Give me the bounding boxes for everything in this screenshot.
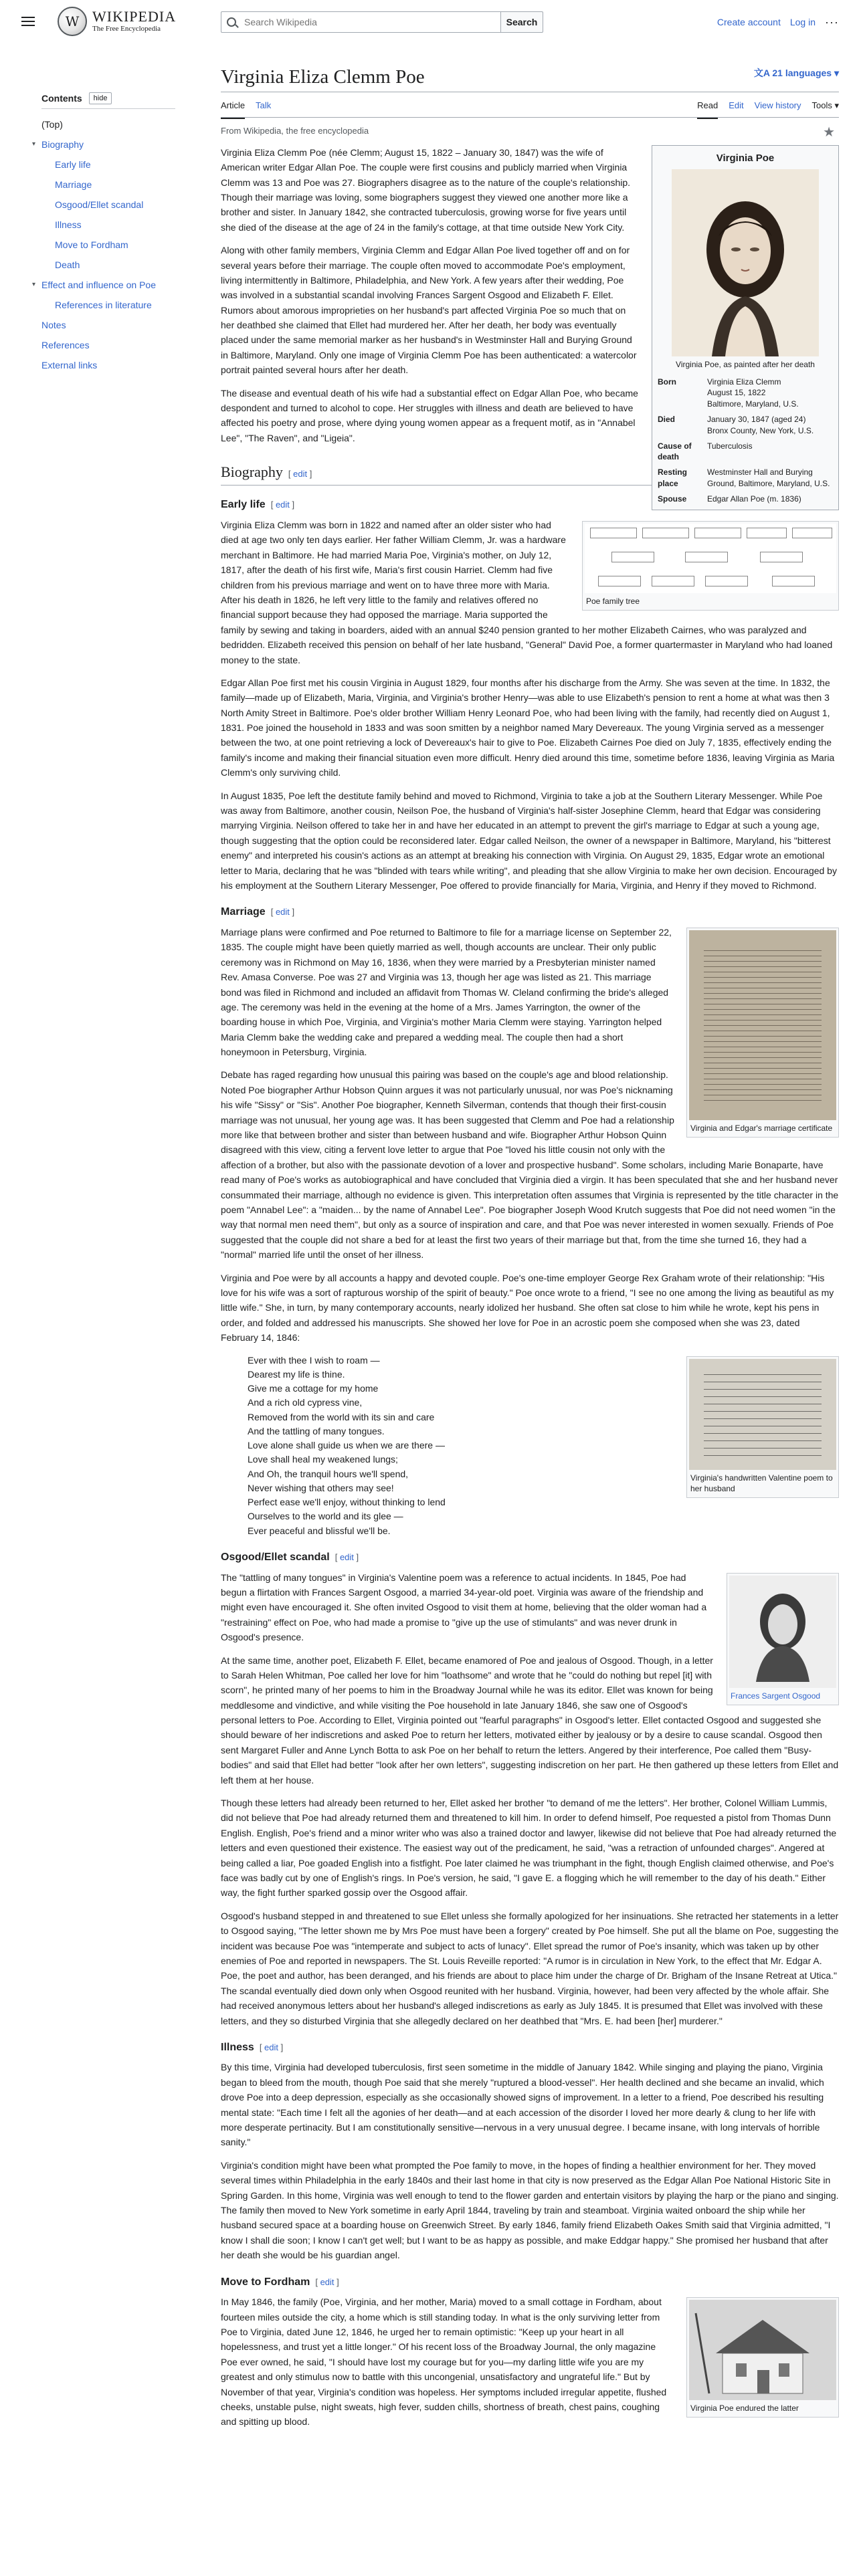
early-life-paragraph-1: Virginia Eliza Clemm was born in 1822 and named after an older sister who had died at age two only ten days earlier. Her father William Clemm, Jr. was a hardware merchant in Baltimore. He had married Maria Poe, Virginia's mother, on July 12, 1817, after the death of his first wife, Maria's first cousin Harriet. Clemm had five children from his previous marriage and went on to have three more with Maria. After his death in 1826, he left very little to the family and relatives offered no financial support because they had opposed the marriage. Maria supported the family by sewing and taking in boarders, aided with an annual $240 pension granted to her mother Elizabeth Cairnes, who was paralyzed and bedridden. Elizabeth received this pension on behalf of her late husband, "General" David Poe, a former quartermaster in Maryland who had loaned money to the state. (221, 520, 833, 665)
scandal-paragraph-4: Osgood's husband stepped in and threatened to sue Ellet unless she formally apologized for her insinuations. She retracted her statements in a letter to Osgood saying, "The letter shown me by Mrs Poe must have been a forgery" created by Poe himself. She put all the blame on Poe, suggesting the incident was because Poe was "intemperate and subject to acts of lunacy". Ellet spread the rumor of Poe's insanity, which was taken up by other enemies of Poe and reported in newspapers. The St. Louis Reveille reported: "A rumor is in circulation in New York, to the effect that Mr. Edgar A. Poe, the poet and author, has been deranged, and his friends are about to place him under the charge of Dr. Brigham of the Insane Retreat at Utica." The scandal eventually died down only when Osgood reunited with her husband. Virginia, however, had been very affected by the whole affair. She had received anonymous letters about her husband's alleged indiscretions as early as July 1845. It is presumed that Ellet was involved with these letters, and they so disturbed Virginia that she allegedly declared on her deathbed that "Mrs. E. had been [her] murderer." (221, 1910, 839, 2026)
infobox-row (655, 492, 836, 507)
scandal-paragraph-1: The "tattling of many tongues" in Virginia's Valentine poem was a reference to actual incidents. In 1845, Poe had begun a flirtation with Frances Sargent Osgood, a married 34-year-old poet. Virginia was aware of the friendship and might even have encouraged it. She often invited Osgood to visit them at home, believing that the older woman had a "restraining" effect on Poe, who had made a promise to "give up the use of stimulants" and was never drunk in Osgood's presence. (221, 1572, 707, 1643)
toc-item-label[interactable]: References (41, 340, 90, 351)
wikipedia-logo[interactable] (58, 7, 176, 36)
toc-item-label[interactable]: Move to Fordham (55, 239, 128, 251)
toc-item[interactable] (41, 114, 175, 134)
marriage-paragraph-3: Virginia and Poe were by all accounts a happy and devoted couple. Poe's one-time employer George Rex Graham wrote of their relationship: "His love for his wife was a sort of rapturous worship of the spirit of beauty." Poe once wrote to a friend, "I see no one among the living as beautiful as my little wife." She, in turn, by many contemporary accounts, nearly idolized her husband. She often sat close to him while he wrote, kept his pens in order, and folded and addressed his manuscripts. She showed her love for Poe in an acrostic poem she composed when she was 23, dated February 14, 1846: (221, 1272, 834, 1344)
toc-item[interactable] (41, 175, 175, 195)
poem-line: Love shall heal my weakened lungs; (248, 1454, 398, 1465)
main-menu-icon[interactable] (20, 13, 36, 29)
early-life-paragraph-3: In August 1835, Poe left the destitute family behind and moved to Richmond, Virginia to take a job at the Southern Literary Messenger. While Poe was away from Baltimore, another cousin, Neilson Poe, the husband of Virginia's half-sister Josephine Clemm, heard that Edgar was considering marrying Virginia. Neilson offered to take her in and have her educated in an attempt to prevent the girl's marriage to Edgar at such a young age, though suggesting that the option could be reconsidered later. Edgar called Neilson, the owner of a newspaper in Baltimore, Maryland, his "bitterest enemy" and interpreted his cousin's actions as an attempt at breaking his connection with Virginia. On August 29, 1835, Edgar wrote an emotional letter to Maria, declaring that he was "blinded with tears while writing", and pleading that she allow Virginia to make her own decision. Encouraged by his employment at the Southern Literary Messenger, Poe offered to provide financially for Maria, Virginia, and Henry if they moved to Richmond. (221, 790, 837, 891)
infobox-label: Resting place (658, 467, 688, 488)
search-input[interactable] (243, 16, 497, 28)
poem-line: And a rich old cypress vine, (248, 1397, 363, 1408)
portrait-image[interactable] (672, 169, 819, 356)
toc-item[interactable] (41, 195, 175, 215)
infobox-label: Spouse (658, 494, 687, 504)
language-count: 21 languages (772, 68, 832, 78)
toc-item[interactable] (32, 275, 175, 295)
edit-section-link[interactable]: edit (275, 907, 290, 918)
infobox (652, 145, 839, 510)
illness-paragraph-1: By this time, Virginia had developed tuberculosis, first seen sometime in the middle of January 1842. While singing and playing the piano, Virginia began to bleed from the mouth, though Poe said that she merely "ruptured a blood-vessel". Her health declined and she became an invalid, which drove Poe into a deep depression, especially as she occasionally showed signs of improvement. In a letter to a friend, Poe described his resulting mental state: "Each time I felt all the agonies of her death—and at each accession of the disorder I loved her more dearly & clung to her life with more desperate pertinacity. But I am constitutionally sensitive—nervous in a very unusual degree. I became insane, with long intervals of horrible sanity." (221, 2062, 824, 2148)
globe-icon: W (58, 7, 87, 36)
marriage-certificate-image (689, 930, 836, 1120)
early-life-paragraph-2: Edgar Allan Poe first met his cousin Virginia in August 1829, four months after his discharge from the Army. She was seven at the time. In 1832, the family—made up of Elizabeth, Maria, Virginia, and Virginia's brother Henry—was able to use Elizabeth's pension to rent a home at what was then 3 North Amity Street in Baltimore. Poe's older brother William Henry Leonard Poe, who had been living with the family, had recently died on August 1, 1831. Poe joined the household in 1833 and was soon smitten by a neighbor named Mary Devereaux. The young Virginia served as a messenger between the two, at one point retrieving a lock of Devereaux's hair to give to Poe. Elizabeth Cairnes Poe died on July 7, 1835, effectively ending the family's income and making their financial situation even more difficult. Henry died around this time, sometime before 1836, leaving Virginia as Maria Clemm's only surviving child. (221, 677, 835, 778)
infobox-value: Tuberculosis (707, 441, 753, 451)
infobox-value: Virginia Eliza Clemm August 15, 1822 Baltimore, Maryland, U.S. (707, 377, 799, 409)
search-bar (221, 11, 543, 33)
toc-hide-button[interactable]: hide (89, 92, 112, 104)
osgood-portrait-image (729, 1576, 836, 1688)
tab-view-history[interactable]: View history (754, 100, 801, 110)
heading-illness-text: Illness (221, 2041, 254, 2053)
infobox-label: Born (658, 377, 676, 387)
osgood-caption (729, 1688, 836, 1703)
page-header (0, 0, 859, 43)
article-body (221, 145, 839, 2430)
search-icon (227, 17, 236, 27)
edit-section-link[interactable]: edit (264, 2042, 279, 2052)
scandal-paragraph-2: At the same time, another poet, Elizabeth F. Ellet, became enamored of Poe and jealous of Osgood. Though, in a letter to Sarah Helen Whitman, Poe called her love for him "loathsome" and wrote that he "could do nothing but repel [it] with scorn", he printed many of her poems to him in the Broadway Journal while he was its editor. Ellet was known for being meddlesome and vindictive, and while visiting the Poe household in late January 1846, she saw one of Osgood's personal letters to Poe. According to Ellet, Virginia pointed out "fearful paragraphs" in Osgood's letter. Ellet contacted Osgood and suggested she should beware of her indiscretions and asked Poe to return her letters, motivated either by jealousy or by a desire to cause scandal. Osgood then sent Margaret Fuller and Anne Lynch Botta to ask Poe on her behalf to return the letters. Angered by their interference, Poe called them "Busy-bodies" and said that Ellet had better "look after her own letters", suggesting indiscretion on her part. He then gathered up these letters from Ellet and left them at her house. (221, 1654, 839, 1786)
infobox-table (655, 374, 836, 507)
toc-item[interactable] (41, 355, 175, 375)
heading-biography-text: Biography (221, 463, 283, 481)
toc-item-label[interactable]: (Top) (41, 119, 63, 130)
intro-paragraph-1: Virginia Eliza Clemm Poe (née Clemm; August 15, 1822 – January 30, 1847) was the wife of American writer Edgar Allan Poe. The couple were first cousins and publicly married when Virginia Clemm was 13 and Poe was 27. Biographers disagree as to the nature of the couple's relationship. Though their marriage was loving, some biographers suggest they viewed one another more like a brother and sister. In January 1842, she contracted tuberculosis, growing worse for five years until she died of the disease at the age of 24 in the family's cottage, at that time outside New York City. (221, 146, 631, 233)
poem-line: Ever peaceful and blissful we'll be. (248, 1525, 391, 1536)
scandal-paragraph-3: Though these letters had already been returned to her, Ellet asked her brother "to demand of me the letters". Her brother, Colonel William Lummis, did not believe that Poe had already returned them and threatened to kill him. In order to defend himself, Poe requested a pistol from Thomas Dunn English. English, Poe's friend and a minor writer who was also a trained doctor and lawyer, likewise did not believe that Poe had already returned the letters and even questioned their existence. The easiest way out of the predicament, he said, "was a retraction of unfounded charges". Angered at being called a liar, Poe goaded English into a fistfight. Poe later claimed he was triumphant in the fight, though English claimed otherwise, and Poe's face was badly cut by one of English's rings. In Poe's version, he said, "I gave E. a flogging which he will remember to the day of his death." Either way, the fight further sparked gossip over the Osgood affair. (221, 1798, 837, 1899)
toc-item[interactable] (32, 134, 175, 154)
poem-line: Perfect ease we'll enjoy, without thinking to lend (248, 1497, 446, 1508)
logo-wordmark: WIKIPEDIA (92, 8, 177, 25)
infobox-caption: Virginia Poe, as painted after her death (676, 359, 815, 369)
infobox-row (655, 439, 836, 465)
illness-paragraph-2: Virginia's condition might have been what prompted the Poe family to move, in the hopes of finding a healthier environment for her. They moved several times within Philadelphia in the early 1840s and their last home in that city is now preserved as the Edgar Allan Poe National Historic Site in Spring Garden. In this home, Virginia was well enough to tend to the flower garden and entertain visitors by playing the harp or the piano and singing. The family then moved to New York sometime in early April 1844, traveling by train and steamboat. Virginia waited onboard the ship while her husband secured space at a boarding house on Greenwich Street. By early 1846, family friend Elizabeth Oakes Smith said that Virginia admitted, "I know I shall die soon; I know I can't get well; but I want to be as happy as possible, and make Eddgar happy." She promised her husband that after her death she would be his guardian angel. (221, 2159, 839, 2261)
chevron-down-icon: ▾ (832, 68, 839, 78)
edit-section-link[interactable]: edit (275, 500, 290, 510)
valentine-poem-image (689, 1359, 836, 1470)
more-options-icon[interactable]: ··· (825, 15, 839, 29)
tab-tools[interactable]: Tools ▾ (812, 100, 839, 110)
poem-line: Love alone shall guide us when we are there — (248, 1440, 445, 1451)
tab-talk[interactable]: Talk (256, 100, 272, 110)
heading-early-life: Early life [ edit ] (221, 499, 295, 511)
toc-item-label[interactable]: Effect and influence on Poe (41, 280, 156, 291)
poem-line: Removed from the world with its sin and care (248, 1411, 435, 1422)
family-tree-caption: Poe family tree (586, 596, 640, 606)
toc-item[interactable] (41, 255, 175, 275)
toc-item-label[interactable]: Notes (41, 320, 66, 331)
poem-line: Never wishing that others may see! (248, 1482, 394, 1493)
toc-item[interactable] (41, 235, 175, 255)
toc-list (32, 114, 175, 375)
toc-item-label[interactable]: Biography (41, 139, 84, 150)
article-main (221, 58, 839, 2438)
logo-tagline: The Free Encyclopedia (92, 25, 161, 33)
family-tree-image (585, 524, 836, 593)
heading-early-life-text: Early life (221, 499, 266, 511)
toc-item[interactable] (41, 154, 175, 175)
marriage-paragraph-1: Marriage plans were confirmed and Poe returned to Baltimore to file for a marriage license on September 22, 1835. The couple might have been quietly married as well, though accounts are unclear. Their only public ceremony was in Richmond on May 16, 1836, when they were married by a Presbyterian minister named Rev. Amasa Converse. Poe was 27 and Virginia was 13, though her age was listed as 21. This marriage bond was filed in Richmond and included an affidavit from Thomas W. Cleland confirming the bride's alleged age. The ceremony was held in the evening at the home of a Mrs. James Yarrington, the owner of the boarding house in which Poe, Virginia, and Virginia's mother Maria Clemm were staying. Yarrington helped Maria Clemm bake the wedding cake and prepared a wedding meal. The couple then had a short honeymoon in Petersburg, Virginia. (221, 926, 672, 1058)
toc-item[interactable] (41, 295, 175, 315)
infobox-label: Cause of death (658, 441, 692, 462)
marriage-certificate-figure[interactable] (686, 928, 839, 1138)
toc-item-label[interactable]: Osgood/Ellet scandal (55, 199, 144, 211)
infobox-value: January 30, 1847 (aged 24) Bronx County, New York, U.S. (707, 414, 814, 435)
toc-item[interactable] (41, 335, 175, 355)
valentine-poem-figure[interactable] (686, 1356, 839, 1498)
poem-line: And the tattling of many tongues. (248, 1425, 385, 1436)
heading-fordham: Move to Fordham [ edit ] (221, 2276, 339, 2288)
create-account-link[interactable]: Create account (717, 17, 781, 27)
chevron-down-icon[interactable]: ▾ (32, 140, 36, 148)
translate-icon: 文A (753, 68, 773, 78)
heading-marriage: Marriage [ edit ] (221, 906, 295, 918)
page-title: Virginia Eliza Clemm Poe (221, 66, 425, 88)
toc-item-label[interactable]: Marriage (55, 179, 92, 191)
cottage-image (689, 2300, 836, 2400)
intro-paragraph-3: The disease and eventual death of his wife had a substantial effect on Edgar Allan Poe, who became despondent and turned to alcohol to cope. Her struggles with illness and death are believed to have affected his poetry and prose, where dying young women appear as a frequent motif, as in "Annabel Lee", "The Raven", and "Ligeia". (221, 387, 638, 443)
osgood-figure[interactable] (727, 1573, 839, 1705)
tab-tools-label: Tools (812, 100, 832, 110)
edit-section-link[interactable]: edit (293, 469, 308, 479)
table-of-contents (32, 91, 175, 375)
chevron-down-icon[interactable]: ▾ (32, 281, 36, 289)
toc-item-label[interactable]: Death (55, 259, 80, 271)
marriage-paragraph-2: Debate has raged regarding how unusual this pairing was based on the couple's age and blood relationship. Noted Poe biographer Arthur Hobson Quinn argues it was not particularly unusual, nor was Poe's nicknaming his wife "Sissy" or "Sis". Another Poe biographer, Kenneth Silverman, contends that though their first-cousin marriage was not unusual, her young age was. It has been suggested that Clemm and Poe had a relationship more like that between brother and sister than between husband and wife. Biographer Arthur Hobson Quinn disagreed with this view, citing a fervent love letter to argue that Poe "loved his little cousin not only with the affection of a brother, but also with the passionate devotion of a lover and prospective husband". Some scholars, including Marie Bonaparte, have read many of Poe's works as autobiographical and have concluded that Virginia died a virgin. It has been speculated that she and her husband never consummated their marriage, although no evidence is given. This interpretation often assumes that Virginia is represented by the title character in the poem "Annabel Lee": a "maiden... by the name of Annabel Lee". Poe biographer Joseph Wood Krutch suggests that Poe did not need women "in the way that normal men need them", but only as a source of inspiration and care, and that Poe was never interested in women sexually. Friends of Poe suggested that the couple did not share a bed for at least the first two years of their marriage but that, from the time she turned 16, they had a "normal" married life until the onset of her illness. (221, 1069, 839, 1261)
edit-section-link[interactable]: edit (320, 2276, 335, 2287)
heading-illness: Illness [ edit ] (221, 2041, 284, 2053)
toc-item-label[interactable]: Illness (55, 219, 82, 231)
heading-marriage-text: Marriage (221, 906, 266, 918)
toc-item-label[interactable]: References in literature (55, 300, 152, 311)
cottage-caption: Virginia Poe endured the latter (690, 2403, 799, 2413)
toc-item-label[interactable]: Early life (55, 159, 91, 171)
poem-line: And Oh, the tranquil hours we'll spend, (248, 1468, 409, 1479)
poem-line: Dearest my life is thine. (248, 1368, 345, 1380)
tab-read[interactable]: Read (697, 99, 718, 119)
watch-star-icon[interactable]: ★ (823, 125, 835, 140)
family-tree-figure[interactable] (582, 521, 839, 611)
search-button[interactable]: Search (500, 11, 543, 33)
intro-paragraph-2: Along with other family members, Virginia Clemm and Edgar Allan Poe lived together off and on for several years before their marriage. The couple often moved to accommodate Poe's employment, living intermittently in Baltimore, Philadelphia, and New York. A few years after their wedding, Poe was involved in a substantial scandal involving Frances Sargent Osgood and Elizabeth F. Ellet. Rumors about amorous improprieties on her husband's part affected Virginia Poe so much that on her deathbed she claimed that Ellet had murdered her. After her death, her body was eventually placed under the same memorial marker as her husband's in Westminster Hall and Burying Ground in Baltimore, Maryland. Only one image of Virginia Clemm Poe has been authenticated: a watercolor portrait painted several hours after her death. (221, 245, 637, 376)
heading-scandal-text: Osgood/Ellet scandal (221, 1551, 330, 1563)
tab-edit[interactable]: Edit (729, 100, 744, 110)
heading-biography: Biography [ edit ] (221, 460, 839, 486)
toc-item-label[interactable]: External links (41, 360, 98, 371)
infobox-row (655, 374, 836, 412)
infobox-label: Died (658, 414, 676, 424)
toc-item[interactable] (41, 315, 175, 335)
infobox-value: Edgar Allan Poe (m. 1836) (707, 494, 801, 504)
tab-article[interactable]: Article (221, 99, 245, 119)
poem-line: Ever with thee I wish to roam — (248, 1354, 380, 1366)
log-in-link[interactable]: Log in (789, 17, 816, 27)
language-button[interactable] (754, 66, 839, 80)
infobox-row (655, 465, 836, 492)
infobox-title: Virginia Poe (716, 152, 775, 164)
toc-item[interactable] (41, 215, 175, 235)
heading-scandal: Osgood/Ellet scandal [ edit ] (221, 1551, 359, 1563)
osgood-caption-link[interactable]: Frances Sargent Osgood (731, 1691, 821, 1701)
marriage-certificate-caption: Virginia and Edgar's marriage certificate (690, 1123, 833, 1133)
infobox-row (655, 412, 836, 439)
infobox-value: Westminster Hall and Burying Ground, Baltimore, Maryland, U.S. (707, 467, 830, 488)
toc-heading: Contents (41, 93, 82, 104)
heading-fordham-text: Move to Fordham (221, 2276, 310, 2288)
from-wikipedia: From Wikipedia, the free encyclopedia (221, 126, 369, 136)
poem-line: Ourselves to the world and its glee — (248, 1511, 403, 1522)
fordham-paragraph-1: In May 1846, the family (Poe, Virginia, and her mother, Maria) moved to a small cottage in Fordham, about fourteen miles outside the city, a home which is still standing today. In what is the only surviving letter from Poe to Virginia, dated June 12, 1846, he urged her to remain optimistic: "Keep up your heart in all hopelessness, and trust yet a little longer." Of his recent loss of the Broadway Journal, the only magazine Poe ever owned, he said, "I should have lost my courage but for you—my darling little wife you are my greatest and only stimulus now to battle with this uncongenial, unsatisfactory and ungrateful life." But by November of that year, Virginia's condition was hopeless. Her symptoms included irregular appetite, flushed cheeks, unstable pulse, night sweats, high fever, sudden chills, shortness of breath, chest pains, coughing and spitting up blood. (221, 2296, 667, 2428)
valentine-poem-caption: Virginia's handwritten Valentine poem to her husband (690, 1473, 833, 1493)
poem-line: Give me a cottage for my home (248, 1383, 379, 1394)
edit-section-link[interactable]: edit (339, 1551, 354, 1562)
cottage-figure[interactable] (686, 2297, 839, 2418)
